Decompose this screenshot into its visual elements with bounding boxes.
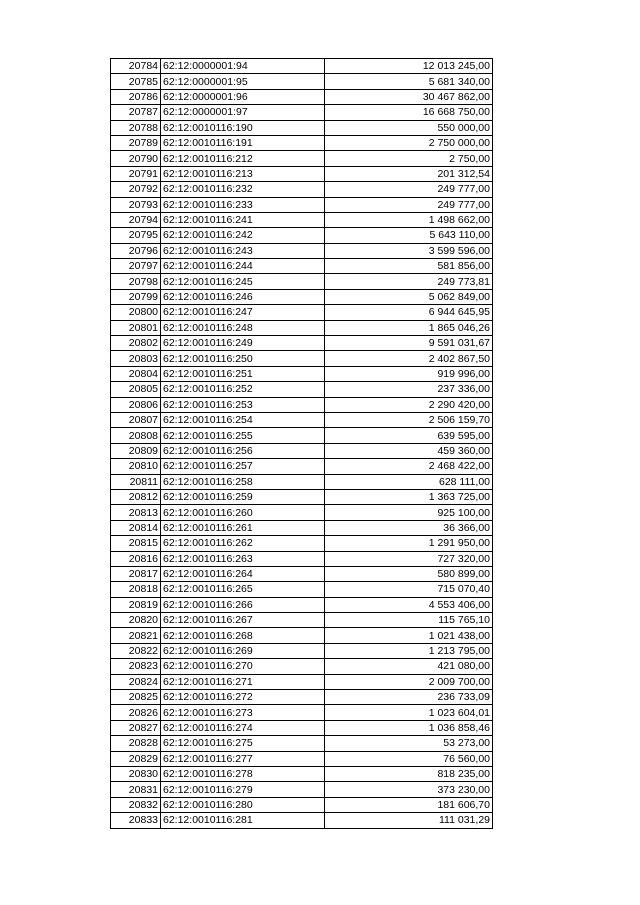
cadastral-value-cell: 249 777,00 [325,182,493,197]
table-row [111,243,493,258]
cadastral-value-cell: 421 080,00 [325,659,493,674]
row-number-cell: 20827 [111,720,161,735]
cadastral-value-cell: 201 312,54 [325,166,493,181]
table-row [111,74,493,89]
cadastral-value-cell: 919 996,00 [325,366,493,381]
table-row [111,412,493,427]
cadastral-number-cell: 62:12:0010116:241 [161,212,325,227]
table-row [111,751,493,766]
cadastral-value-cell: 16 668 750,00 [325,105,493,120]
cadastral-value-cell: 2 506 159,70 [325,412,493,427]
cadastral-value-table [110,58,493,829]
row-number-cell: 20792 [111,182,161,197]
row-number-cell: 20797 [111,259,161,274]
row-number-cell: 20824 [111,674,161,689]
cadastral-value-cell: 115 765,10 [325,613,493,628]
cadastral-number-cell: 62:12:0010116:278 [161,766,325,781]
table-row [111,736,493,751]
cadastral-value-cell: 727 320,00 [325,551,493,566]
cadastral-number-cell: 62:12:0010116:277 [161,751,325,766]
row-number-cell: 20794 [111,212,161,227]
cadastral-value-cell: 249 777,00 [325,197,493,212]
cadastral-value-cell: 373 230,00 [325,782,493,797]
table-row [111,228,493,243]
row-number-cell: 20784 [111,59,161,74]
cadastral-value-cell: 4 553 406,00 [325,597,493,612]
row-number-cell: 20808 [111,428,161,443]
cadastral-number-cell: 62:12:0010116:253 [161,397,325,412]
cadastral-value-cell: 715 070,40 [325,582,493,597]
row-number-cell: 20802 [111,336,161,351]
table-row [111,659,493,674]
table-row [111,813,493,828]
cadastral-value-cell: 30 467 862,00 [325,89,493,104]
table-row [111,397,493,412]
cadastral-value-cell: 2 468 422,00 [325,459,493,474]
table-row [111,259,493,274]
cadastral-value-cell: 111 031,29 [325,813,493,828]
cadastral-value-cell: 550 000,00 [325,120,493,135]
cadastral-number-cell: 62:12:0010116:265 [161,582,325,597]
row-number-cell: 20815 [111,536,161,551]
cadastral-number-cell: 62:12:0010116:257 [161,459,325,474]
cadastral-value-cell: 2 750 000,00 [325,135,493,150]
cadastral-number-cell: 62:12:0010116:275 [161,736,325,751]
cadastral-value-cell: 1 498 662,00 [325,212,493,227]
cadastral-value-cell: 580 899,00 [325,566,493,581]
table-row [111,551,493,566]
cadastral-number-cell: 62:12:0010116:266 [161,597,325,612]
cadastral-number-cell: 62:12:0010116:258 [161,474,325,489]
cadastral-value-cell: 639 595,00 [325,428,493,443]
table-row [111,274,493,289]
cadastral-value-cell: 2 402 867,50 [325,351,493,366]
cadastral-number-cell: 62:12:0010116:191 [161,135,325,150]
row-number-cell: 20826 [111,705,161,720]
row-number-cell: 20788 [111,120,161,135]
row-number-cell: 20831 [111,782,161,797]
cadastral-number-cell: 62:12:0010116:242 [161,228,325,243]
cadastral-number-cell: 62:12:0010116:264 [161,566,325,581]
table-row [111,690,493,705]
row-number-cell: 20809 [111,443,161,458]
row-number-cell: 20830 [111,766,161,781]
row-number-cell: 20803 [111,351,161,366]
cadastral-number-cell: 62:12:0010116:281 [161,813,325,828]
cadastral-number-cell: 62:12:0010116:280 [161,797,325,812]
cadastral-number-cell: 62:12:0010116:261 [161,520,325,535]
cadastral-value-cell: 76 560,00 [325,751,493,766]
table-row [111,166,493,181]
cadastral-number-cell: 62:12:0000001:95 [161,74,325,89]
cadastral-number-cell: 62:12:0010116:279 [161,782,325,797]
cadastral-number-cell: 62:12:0010116:256 [161,443,325,458]
table-row [111,366,493,381]
cadastral-value-cell: 6 944 645,95 [325,305,493,320]
row-number-cell: 20798 [111,274,161,289]
cadastral-number-cell: 62:12:0010116:272 [161,690,325,705]
table-row [111,289,493,304]
row-number-cell: 20821 [111,628,161,643]
row-number-cell: 20807 [111,412,161,427]
cadastral-value-cell: 181 606,70 [325,797,493,812]
row-number-cell: 20833 [111,813,161,828]
table-row [111,628,493,643]
cadastral-value-cell: 1 021 438,00 [325,628,493,643]
row-number-cell: 20829 [111,751,161,766]
cadastral-number-cell: 62:12:0010116:212 [161,151,325,166]
table-row [111,105,493,120]
cadastral-number-cell: 62:12:0010116:243 [161,243,325,258]
table-row [111,566,493,581]
cadastral-number-cell: 62:12:0010116:213 [161,166,325,181]
cadastral-number-cell: 62:12:0010116:251 [161,366,325,381]
row-number-cell: 20799 [111,289,161,304]
table-row [111,382,493,397]
table-row [111,613,493,628]
cadastral-number-cell: 62:12:0010116:190 [161,120,325,135]
table-row [111,336,493,351]
cadastral-value-cell: 1 213 795,00 [325,643,493,658]
cadastral-number-cell: 62:12:0010116:248 [161,320,325,335]
table-body [111,59,493,829]
cadastral-number-cell: 62:12:0010116:267 [161,613,325,628]
cadastral-number-cell: 62:12:0010116:260 [161,505,325,520]
row-number-cell: 20800 [111,305,161,320]
table-row [111,151,493,166]
cadastral-number-cell: 62:12:0010116:247 [161,305,325,320]
table-row [111,797,493,812]
cadastral-number-cell: 62:12:0010116:252 [161,382,325,397]
row-number-cell: 20796 [111,243,161,258]
cadastral-number-cell: 62:12:0010116:273 [161,705,325,720]
cadastral-number-cell: 62:12:0000001:97 [161,105,325,120]
cadastral-value-cell: 581 856,00 [325,259,493,274]
table-row [111,705,493,720]
table-row [111,182,493,197]
cadastral-value-cell: 9 591 031,67 [325,336,493,351]
cadastral-value-cell: 236 733,09 [325,690,493,705]
row-number-cell: 20812 [111,489,161,504]
table-row [111,720,493,735]
cadastral-value-cell: 1 865 046,26 [325,320,493,335]
cadastral-number-cell: 62:12:0010116:246 [161,289,325,304]
cadastral-number-cell: 62:12:0000001:94 [161,59,325,74]
cadastral-number-cell: 62:12:0010116:263 [161,551,325,566]
row-number-cell: 20791 [111,166,161,181]
row-number-cell: 20790 [111,151,161,166]
table-row [111,766,493,781]
cadastral-value-cell: 1 036 858,46 [325,720,493,735]
row-number-cell: 20795 [111,228,161,243]
table-row [111,674,493,689]
cadastral-number-cell: 62:12:0010116:259 [161,489,325,504]
row-number-cell: 20786 [111,89,161,104]
table-row [111,489,493,504]
cadastral-value-cell: 818 235,00 [325,766,493,781]
cadastral-number-cell: 62:12:0010116:233 [161,197,325,212]
table-row [111,135,493,150]
row-number-cell: 20816 [111,551,161,566]
row-number-cell: 20793 [111,197,161,212]
cadastral-value-cell: 249 773,81 [325,274,493,289]
table-row [111,120,493,135]
row-number-cell: 20801 [111,320,161,335]
row-number-cell: 20789 [111,135,161,150]
table-row [111,212,493,227]
cadastral-value-cell: 5 062 849,00 [325,289,493,304]
table-row [111,89,493,104]
cadastral-value-cell: 2 009 700,00 [325,674,493,689]
row-number-cell: 20823 [111,659,161,674]
table-row [111,59,493,74]
cadastral-number-cell: 62:12:0010116:244 [161,259,325,274]
table-row [111,197,493,212]
cadastral-value-cell: 237 336,00 [325,382,493,397]
row-number-cell: 20814 [111,520,161,535]
table-row [111,520,493,535]
cadastral-value-cell: 5 643 110,00 [325,228,493,243]
cadastral-value-cell: 1 023 604,01 [325,705,493,720]
cadastral-number-cell: 62:12:0000001:96 [161,89,325,104]
row-number-cell: 20819 [111,597,161,612]
row-number-cell: 20828 [111,736,161,751]
row-number-cell: 20813 [111,505,161,520]
table-row [111,474,493,489]
cadastral-value-cell: 53 273,00 [325,736,493,751]
cadastral-value-cell: 36 366,00 [325,520,493,535]
cadastral-number-cell: 62:12:0010116:232 [161,182,325,197]
cadastral-number-cell: 62:12:0010116:270 [161,659,325,674]
table-row [111,459,493,474]
row-number-cell: 20818 [111,582,161,597]
cadastral-value-cell: 459 360,00 [325,443,493,458]
row-number-cell: 20822 [111,643,161,658]
row-number-cell: 20787 [111,105,161,120]
document-page [110,58,492,829]
cadastral-number-cell: 62:12:0010116:250 [161,351,325,366]
cadastral-number-cell: 62:12:0010116:249 [161,336,325,351]
row-number-cell: 20806 [111,397,161,412]
cadastral-number-cell: 62:12:0010116:271 [161,674,325,689]
cadastral-value-cell: 12 013 245,00 [325,59,493,74]
cadastral-number-cell: 62:12:0010116:268 [161,628,325,643]
row-number-cell: 20810 [111,459,161,474]
cadastral-value-cell: 1 291 950,00 [325,536,493,551]
cadastral-value-cell: 2 290 420,00 [325,397,493,412]
row-number-cell: 20817 [111,566,161,581]
table-row [111,643,493,658]
cadastral-value-cell: 628 111,00 [325,474,493,489]
cadastral-number-cell: 62:12:0010116:274 [161,720,325,735]
cadastral-value-cell: 3 599 596,00 [325,243,493,258]
table-row [111,351,493,366]
cadastral-number-cell: 62:12:0010116:269 [161,643,325,658]
table-row [111,582,493,597]
table-row [111,536,493,551]
cadastral-value-cell: 5 681 340,00 [325,74,493,89]
row-number-cell: 20832 [111,797,161,812]
row-number-cell: 20804 [111,366,161,381]
row-number-cell: 20785 [111,74,161,89]
cadastral-number-cell: 62:12:0010116:254 [161,412,325,427]
cadastral-value-cell: 2 750,00 [325,151,493,166]
cadastral-value-cell: 1 363 725,00 [325,489,493,504]
cadastral-number-cell: 62:12:0010116:245 [161,274,325,289]
table-row [111,782,493,797]
table-row [111,305,493,320]
row-number-cell: 20811 [111,474,161,489]
table-row [111,320,493,335]
table-row [111,443,493,458]
row-number-cell: 20820 [111,613,161,628]
table-row [111,505,493,520]
row-number-cell: 20825 [111,690,161,705]
row-number-cell: 20805 [111,382,161,397]
table-row [111,428,493,443]
cadastral-value-cell: 925 100,00 [325,505,493,520]
cadastral-number-cell: 62:12:0010116:255 [161,428,325,443]
cadastral-number-cell: 62:12:0010116:262 [161,536,325,551]
table-row [111,597,493,612]
